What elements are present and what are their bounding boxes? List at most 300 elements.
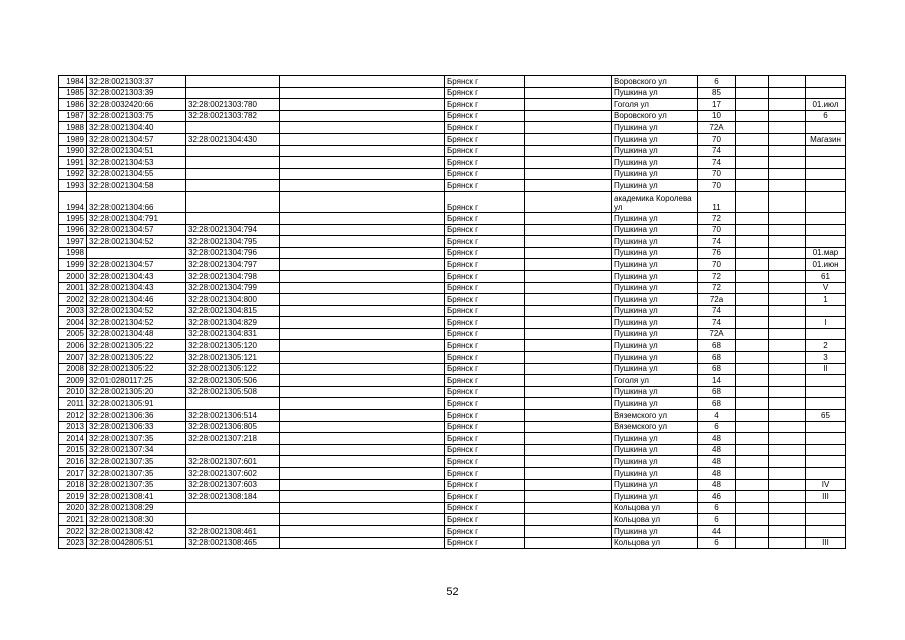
empty-cell [525,168,612,180]
empty-cell [525,305,612,317]
object-cadastral-number-cell: 32:28:0021307:601 [186,456,280,468]
empty-cell [525,456,612,468]
table-row [59,157,846,169]
note-cell: 3 [806,352,846,364]
city-cell: Брянск г [445,352,525,364]
row-number-cell: 2019 [59,491,87,503]
empty-cell [736,421,769,433]
empty-cell [280,247,445,259]
empty-cell [525,99,612,111]
cadastral-number-cell: 32:28:0042805:51 [87,537,186,549]
property-register-table [58,75,846,549]
row-number-cell: 2012 [59,410,87,422]
empty-cell [769,180,806,192]
city-cell: Брянск г [445,122,525,134]
object-cadastral-number-cell [186,212,280,224]
row-number-cell: 2015 [59,444,87,456]
object-cadastral-number-cell: 32:28:0021305:121 [186,352,280,364]
table-row [59,317,846,329]
empty-cell [280,270,445,282]
house-number-cell: 70 [698,259,736,271]
object-cadastral-number-cell [186,76,280,88]
cadastral-number-cell: 32:28:0021304:66 [87,191,186,212]
empty-cell [736,514,769,526]
row-number-cell: 2022 [59,525,87,537]
street-cell: Пушкина ул [612,317,698,329]
empty-cell [769,352,806,364]
street-cell: Пушкина ул [612,145,698,157]
table-row [59,133,846,145]
note-cell [806,212,846,224]
note-cell [806,375,846,387]
note-cell: 01.мар [806,247,846,259]
empty-cell [280,305,445,317]
city-cell: Брянск г [445,433,525,445]
cadastral-number-cell: 32:28:0021304:57 [87,259,186,271]
empty-cell [736,212,769,224]
note-cell: V [806,282,846,294]
empty-cell [769,363,806,375]
city-cell: Брянск г [445,305,525,317]
table-row [59,122,846,134]
object-cadastral-number-cell: 32:28:0021305:120 [186,340,280,352]
cadastral-number-cell: 32:28:0021304:53 [87,157,186,169]
cadastral-number-cell: 32:28:0021304:791 [87,212,186,224]
house-number-cell: 74 [698,305,736,317]
city-cell: Брянск г [445,410,525,422]
table-row [59,236,846,248]
empty-cell [525,317,612,329]
house-number-cell: 6 [698,76,736,88]
object-cadastral-number-cell: 32:28:0021303:780 [186,99,280,111]
object-cadastral-number-cell: 32:28:0021304:799 [186,282,280,294]
cadastral-number-cell: 32:28:0021306:36 [87,410,186,422]
empty-cell [525,282,612,294]
street-cell: Кольцова ул [612,502,698,514]
city-cell: Брянск г [445,328,525,340]
table-row [59,468,846,480]
house-number-cell: 72А [698,328,736,340]
empty-cell [525,157,612,169]
row-number-cell: 2016 [59,456,87,468]
street-cell: Пушкина ул [612,168,698,180]
house-number-cell: 10 [698,110,736,122]
street-cell: Кольцова ул [612,537,698,549]
note-cell: Магазин [806,133,846,145]
table-row [59,433,846,445]
city-cell: Брянск г [445,76,525,88]
empty-cell [736,99,769,111]
empty-cell [736,525,769,537]
empty-cell [769,514,806,526]
empty-cell [280,340,445,352]
street-cell: Пушкина ул [612,259,698,271]
note-cell: IV [806,479,846,491]
cadastral-number-cell: 32:28:0021307:34 [87,444,186,456]
cadastral-number-cell: 32:01:0280117:25 [87,375,186,387]
empty-cell [736,502,769,514]
house-number-cell: 11 [698,191,736,212]
cadastral-number-cell: 32:28:0021303:75 [87,110,186,122]
table-row [59,410,846,422]
empty-cell [525,375,612,387]
empty-cell [525,122,612,134]
cadastral-number-cell: 32:28:0021303:39 [87,87,186,99]
table-row [59,191,846,212]
object-cadastral-number-cell: 32:28:0021306:514 [186,410,280,422]
row-number-cell: 2001 [59,282,87,294]
empty-cell [525,479,612,491]
empty-cell [525,433,612,445]
object-cadastral-number-cell: 32:28:0021303:782 [186,110,280,122]
house-number-cell: 68 [698,363,736,375]
street-cell: Пушкина ул [612,157,698,169]
empty-cell [280,99,445,111]
row-number-cell: 1998 [59,247,87,259]
empty-cell [280,502,445,514]
empty-cell [769,224,806,236]
table-row [59,375,846,387]
empty-cell [280,224,445,236]
house-number-cell: 4 [698,410,736,422]
empty-cell [525,224,612,236]
city-cell: Брянск г [445,468,525,480]
empty-cell [736,468,769,480]
empty-cell [769,433,806,445]
street-cell: Пушкина ул [612,270,698,282]
city-cell: Брянск г [445,514,525,526]
note-cell [806,180,846,192]
empty-cell [769,294,806,306]
house-number-cell: 74 [698,317,736,329]
object-cadastral-number-cell: 32:28:0021308:184 [186,491,280,503]
table-row [59,305,846,317]
cadastral-number-cell: 32:28:0021304:46 [87,294,186,306]
city-cell: Брянск г [445,270,525,282]
empty-cell [525,87,612,99]
empty-cell [736,375,769,387]
city-cell: Брянск г [445,99,525,111]
object-cadastral-number-cell [186,87,280,99]
table-row [59,398,846,410]
empty-cell [280,375,445,387]
empty-cell [736,456,769,468]
cadastral-number-cell: 32:28:0021307:35 [87,479,186,491]
row-number-cell: 2006 [59,340,87,352]
empty-cell [769,444,806,456]
house-number-cell: 74 [698,145,736,157]
empty-cell [769,247,806,259]
empty-cell [769,282,806,294]
house-number-cell: 85 [698,87,736,99]
city-cell: Брянск г [445,340,525,352]
empty-cell [736,270,769,282]
empty-cell [736,340,769,352]
empty-cell [736,236,769,248]
table-row [59,352,846,364]
row-number-cell: 2004 [59,317,87,329]
note-cell: 01.июл [806,99,846,111]
empty-cell [525,133,612,145]
object-cadastral-number-cell: 32:28:0021308:465 [186,537,280,549]
street-cell: Пушкина ул [612,386,698,398]
empty-cell [736,537,769,549]
empty-cell [736,145,769,157]
empty-cell [280,282,445,294]
empty-cell [769,375,806,387]
row-number-cell: 1993 [59,180,87,192]
empty-cell [280,212,445,224]
city-cell: Брянск г [445,157,525,169]
street-cell: Пушкина ул [612,479,698,491]
street-cell: Пушкина ул [612,133,698,145]
cadastral-number-cell: 32:28:0021308:41 [87,491,186,503]
object-cadastral-number-cell [186,191,280,212]
empty-cell [769,236,806,248]
street-cell: академика Королева ул [612,191,698,212]
cadastral-number-cell: 32:28:0021305:22 [87,363,186,375]
empty-cell [736,398,769,410]
city-cell: Брянск г [445,259,525,271]
object-cadastral-number-cell [186,180,280,192]
cadastral-number-cell: 32:28:0021304:57 [87,133,186,145]
empty-cell [525,352,612,364]
house-number-cell: 6 [698,537,736,549]
empty-cell [736,294,769,306]
city-cell: Брянск г [445,317,525,329]
city-cell: Брянск г [445,363,525,375]
object-cadastral-number-cell: 32:28:0021306:805 [186,421,280,433]
city-cell: Брянск г [445,133,525,145]
note-cell [806,502,846,514]
note-cell: III [806,491,846,503]
table-row [59,421,846,433]
row-number-cell: 1991 [59,157,87,169]
street-cell: Пушкина ул [612,122,698,134]
empty-cell [280,168,445,180]
cadastral-number-cell: 32:28:0021307:35 [87,456,186,468]
empty-cell [736,479,769,491]
note-cell [806,76,846,88]
house-number-cell: 72 [698,282,736,294]
note-cell [806,386,846,398]
empty-cell [280,294,445,306]
table-body [59,76,846,549]
table-row [59,247,846,259]
row-number-cell: 1987 [59,110,87,122]
cadastral-number-cell: 32:28:0021304:51 [87,145,186,157]
city-cell: Брянск г [445,87,525,99]
table-row [59,76,846,88]
city-cell: Брянск г [445,294,525,306]
empty-cell [280,259,445,271]
empty-cell [280,421,445,433]
row-number-cell: 2011 [59,398,87,410]
empty-cell [769,340,806,352]
empty-cell [525,444,612,456]
row-number-cell: 1984 [59,76,87,88]
object-cadastral-number-cell: 32:28:0021304:800 [186,294,280,306]
object-cadastral-number-cell: 32:28:0021304:796 [186,247,280,259]
house-number-cell: 68 [698,386,736,398]
empty-cell [525,110,612,122]
house-number-cell: 74 [698,157,736,169]
city-cell: Брянск г [445,444,525,456]
object-cadastral-number-cell [186,168,280,180]
city-cell: Брянск г [445,212,525,224]
empty-cell [280,386,445,398]
empty-cell [769,328,806,340]
row-number-cell: 2023 [59,537,87,549]
empty-cell [736,110,769,122]
street-cell: Воровского ул [612,76,698,88]
object-cadastral-number-cell: 32:28:0021308:461 [186,525,280,537]
row-number-cell: 2014 [59,433,87,445]
empty-cell [525,421,612,433]
object-cadastral-number-cell: 32:28:0021304:815 [186,305,280,317]
object-cadastral-number-cell: 32:28:0021304:795 [186,236,280,248]
table-row [59,386,846,398]
cadastral-number-cell: 32:28:0021304:52 [87,305,186,317]
city-cell: Брянск г [445,168,525,180]
note-cell [806,525,846,537]
empty-cell [769,456,806,468]
house-number-cell: 44 [698,525,736,537]
empty-cell [769,421,806,433]
row-number-cell: 2021 [59,514,87,526]
note-cell [806,433,846,445]
empty-cell [769,479,806,491]
street-cell: Вяземского ул [612,421,698,433]
house-number-cell: 46 [698,491,736,503]
row-number-cell: 2017 [59,468,87,480]
empty-cell [280,363,445,375]
street-cell: Пушкина ул [612,468,698,480]
cadastral-number-cell: 32:28:0021308:29 [87,502,186,514]
empty-cell [525,328,612,340]
table-row [59,491,846,503]
street-cell: Пушкина ул [612,444,698,456]
note-cell [806,145,846,157]
street-cell: Пушкина ул [612,456,698,468]
object-cadastral-number-cell: 32:28:0021305:508 [186,386,280,398]
empty-cell [280,328,445,340]
empty-cell [736,259,769,271]
row-number-cell: 1986 [59,99,87,111]
house-number-cell: 48 [698,456,736,468]
house-number-cell: 70 [698,168,736,180]
house-number-cell: 70 [698,180,736,192]
note-cell [806,468,846,480]
note-cell [806,122,846,134]
house-number-cell: 6 [698,514,736,526]
row-number-cell: 1988 [59,122,87,134]
house-number-cell: 68 [698,340,736,352]
house-number-cell: 72 [698,270,736,282]
table-row [59,363,846,375]
empty-cell [525,525,612,537]
table-row [59,168,846,180]
empty-cell [736,491,769,503]
street-cell: Кольцова ул [612,514,698,526]
house-number-cell: 70 [698,224,736,236]
cadastral-number-cell [87,247,186,259]
empty-cell [769,122,806,134]
row-number-cell: 1994 [59,191,87,212]
empty-cell [736,352,769,364]
empty-cell [525,468,612,480]
note-cell: I [806,317,846,329]
city-cell: Брянск г [445,456,525,468]
city-cell: Брянск г [445,398,525,410]
empty-cell [280,514,445,526]
empty-cell [736,386,769,398]
empty-cell [769,87,806,99]
table-row [59,110,846,122]
empty-cell [280,444,445,456]
note-cell: 6 [806,110,846,122]
cadastral-number-cell: 32:28:0021308:42 [87,525,186,537]
empty-cell [525,259,612,271]
cadastral-number-cell: 32:28:0021304:52 [87,236,186,248]
table-row [59,294,846,306]
empty-cell [769,157,806,169]
object-cadastral-number-cell: 32:28:0021304:794 [186,224,280,236]
house-number-cell: 48 [698,433,736,445]
object-cadastral-number-cell: 32:28:0021307:602 [186,468,280,480]
object-cadastral-number-cell [186,145,280,157]
empty-cell [736,122,769,134]
empty-cell [280,491,445,503]
table-row [59,180,846,192]
empty-cell [769,270,806,282]
empty-cell [769,133,806,145]
empty-cell [525,502,612,514]
note-cell [806,398,846,410]
note-cell: 65 [806,410,846,422]
empty-cell [280,317,445,329]
empty-cell [280,145,445,157]
cadastral-number-cell: 32:28:0021304:52 [87,317,186,329]
note-cell: 1 [806,294,846,306]
empty-cell [769,76,806,88]
empty-cell [525,537,612,549]
empty-cell [525,340,612,352]
cadastral-number-cell: 32:28:0021304:48 [87,328,186,340]
cadastral-number-cell: 32:28:0021304:55 [87,168,186,180]
empty-cell [769,502,806,514]
cadastral-number-cell: 32:28:0021305:22 [87,352,186,364]
street-cell: Пушкина ул [612,282,698,294]
street-cell: Пушкина ул [612,340,698,352]
empty-cell [525,270,612,282]
street-cell: Воровского ул [612,110,698,122]
note-cell: II [806,363,846,375]
empty-cell [280,456,445,468]
empty-cell [769,468,806,480]
note-cell: 61 [806,270,846,282]
empty-cell [736,157,769,169]
house-number-cell: 6 [698,502,736,514]
cadastral-number-cell: 32:28:0021304:40 [87,122,186,134]
street-cell: Пушкина ул [612,294,698,306]
note-cell [806,224,846,236]
table-row [59,259,846,271]
empty-cell [769,168,806,180]
table-row [59,514,846,526]
empty-cell [769,491,806,503]
empty-cell [280,122,445,134]
